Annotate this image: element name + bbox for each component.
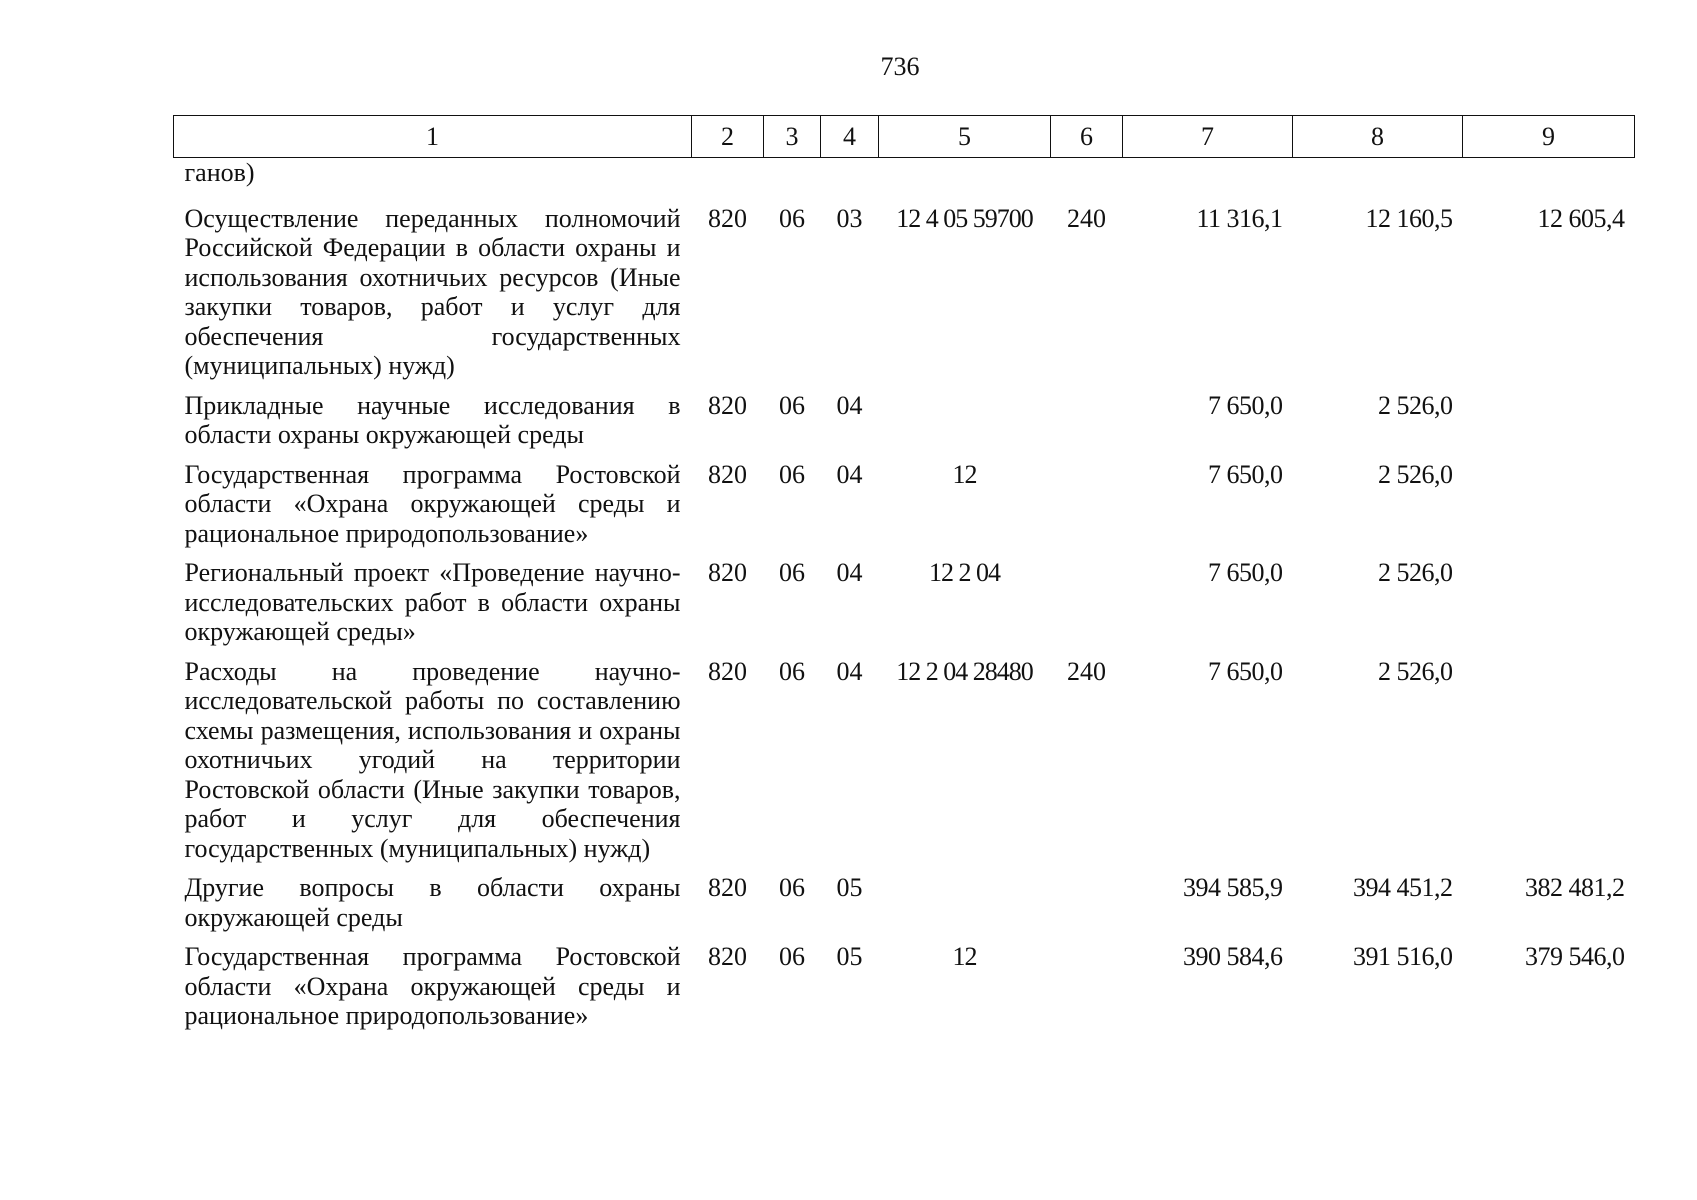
amount-col-8: 12 160,5 [1365, 203, 1453, 233]
column-header-5: 5 [879, 116, 1051, 158]
table-row [174, 873, 1635, 942]
amount-col-9 [1463, 158, 1635, 204]
row-name: Прикладные научные исследования в области охраны окружающей среды [184, 390, 681, 449]
amount-col-9 [1463, 460, 1635, 559]
section-code: 06 [779, 873, 805, 902]
subsection-code: 05 [836, 942, 863, 971]
column-header-1: 1 [174, 116, 692, 158]
subsection-code: 04 [836, 459, 863, 489]
row-name: Другие вопросы в области охраны окружающей среды [184, 873, 681, 932]
target-article-code: 12 4 05 59700 [896, 203, 1033, 233]
amount-col-7 [1123, 158, 1293, 204]
ministry-code: 820 [708, 873, 747, 902]
row-name: Расходы на проведение научно-исследовательской работы по составлению схемы размещения, использования и охраны охотничьих угодий на территории Ростовской области (Иные закупки товаров, работ и услуг для обеспечения государственных (муниципальных) нужд) [184, 656, 681, 863]
amount-col-7: 7 650,0 [1208, 390, 1283, 420]
target-article-code: 12 2 04 28480 [896, 656, 1033, 686]
amount-col-9: 382 481,2 [1525, 873, 1625, 902]
row-name: ганов) [184, 158, 255, 187]
ministry-code [692, 158, 764, 204]
page-number: 736 [880, 52, 920, 81]
expense-type-code [1051, 558, 1123, 657]
expense-type-code [1051, 460, 1123, 559]
section-code: 06 [779, 459, 805, 489]
column-header-7: 7 [1123, 116, 1293, 158]
amount-col-7: 7 650,0 [1208, 558, 1283, 587]
subsection-code: 03 [836, 203, 863, 233]
table-row [174, 558, 1635, 657]
section-code: 06 [779, 558, 805, 587]
expense-type-code [1051, 391, 1123, 460]
expense-type-code: 240 [1067, 656, 1106, 686]
section-code: 06 [779, 203, 805, 233]
amount-col-8: 2 526,0 [1378, 459, 1453, 489]
amount-col-7: 7 650,0 [1208, 656, 1283, 686]
table-row [174, 942, 1635, 1041]
table-row [174, 391, 1635, 460]
expense-type-code: 240 [1067, 203, 1106, 233]
ministry-code: 820 [708, 203, 747, 233]
table-row [174, 204, 1635, 391]
target-article-code: 12 2 04 [929, 558, 1000, 587]
subsection-code [821, 158, 879, 204]
column-header-3: 3 [764, 116, 821, 158]
subsection-code: 04 [836, 558, 863, 587]
target-article-code [879, 158, 1051, 204]
subsection-code: 04 [836, 656, 863, 686]
ministry-code: 820 [708, 656, 747, 686]
section-code: 06 [779, 942, 805, 971]
ministry-code: 820 [708, 558, 747, 587]
column-header-8: 8 [1293, 116, 1463, 158]
target-article-code: 12 [952, 459, 977, 489]
amount-col-8: 2 526,0 [1378, 656, 1453, 686]
ministry-code: 820 [708, 390, 747, 420]
amount-col-7: 394 585,9 [1183, 873, 1283, 902]
expense-type-code [1051, 873, 1123, 942]
column-header-6: 6 [1051, 116, 1123, 158]
amount-col-7: 390 584,6 [1183, 942, 1283, 971]
amount-col-9 [1463, 391, 1635, 460]
section-code: 06 [779, 656, 805, 686]
row-name: Осуществление переданных полномочий Российской Федерации в области охраны и использования охотничьих ресурсов (Иные закупки товаров, работ и услуг для обеспечения государственных (муниципальных) нужд) [184, 203, 681, 380]
table-row [174, 657, 1635, 874]
amount-col-8: 394 451,2 [1353, 873, 1453, 902]
amount-col-9: 379 546,0 [1525, 942, 1625, 971]
target-article-code [879, 873, 1051, 942]
amount-col-8: 391 516,0 [1353, 942, 1453, 971]
section-code [764, 158, 821, 204]
amount-col-9 [1463, 558, 1635, 657]
row-name: Государственная программа Ростовской области «Охрана окружающей среды и рациональное природопользование» [184, 942, 681, 1030]
subsection-code: 04 [836, 390, 863, 420]
ministry-code: 820 [708, 942, 747, 971]
target-article-code: 12 [952, 942, 977, 971]
amount-col-9: 12 605,4 [1537, 203, 1625, 233]
amount-col-8: 2 526,0 [1378, 390, 1453, 420]
amount-col-8: 2 526,0 [1378, 558, 1453, 587]
amount-col-8 [1293, 158, 1463, 204]
ministry-code: 820 [708, 459, 747, 489]
section-code: 06 [779, 390, 805, 420]
row-name: Региональный проект «Проведение научно-исследовательских работ в области охраны окружающей среды» [184, 558, 681, 646]
row-name: Государственная программа Ростовской области «Охрана окружающей среды и рациональное природопользование» [184, 459, 681, 548]
column-number-header-row [174, 116, 1635, 158]
subsection-code: 05 [836, 873, 863, 902]
column-header-2: 2 [692, 116, 764, 158]
column-header-9: 9 [1463, 116, 1635, 158]
table-row [174, 460, 1635, 559]
expense-type-code [1051, 158, 1123, 204]
target-article-code [879, 391, 1051, 460]
expense-type-code [1051, 942, 1123, 1041]
amount-col-7: 7 650,0 [1208, 459, 1283, 489]
amount-col-9 [1463, 657, 1635, 874]
table-row [174, 158, 1635, 204]
column-header-4: 4 [821, 116, 879, 158]
budget-table [173, 115, 1635, 1041]
amount-col-7: 11 316,1 [1196, 203, 1283, 233]
